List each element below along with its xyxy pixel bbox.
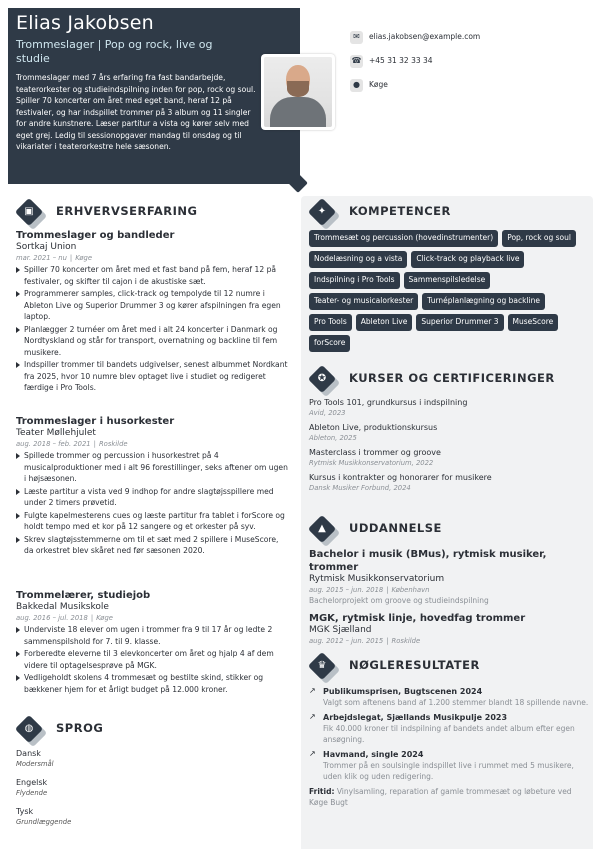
job-bullets [16,450,288,557]
skills-badge [307,197,337,227]
briefcase-icon: ▣ [24,206,34,218]
language-level: Modersmål [16,760,54,768]
briefcase-badge [14,197,44,227]
email-text: elias.jakobsen@example.com [369,31,481,41]
course-list [309,397,589,497]
education-badge [307,514,337,544]
education-desc: Bachelorprojekt om groove og studieindspilning [309,596,489,605]
candidate-name: Elias Jakobsen [16,12,154,34]
education-meta: aug. 2012 – jun. 2015 | Roskilde [309,637,421,645]
job-meta: aug. 2016 – jul. 2018 | Køge [16,614,113,622]
phone-icon: ☎ [350,55,363,68]
job-entry [16,590,288,696]
leisure-label: Fritid: [309,787,335,796]
job-org: Teater Møllehjulet [16,428,96,438]
school-name: Rytmisk Musikkonservatorium [309,574,445,584]
job-entry [16,416,288,558]
section-education [307,514,442,544]
section-experience [14,197,197,227]
language-list [16,748,288,835]
bullet: Planlægger 2 turnéer om året med i alt 24 koncerter i Danmark og Nordtyskland og står for transport, overnatning og backline til fem musikere. [16,324,288,359]
section-achievements [307,651,480,681]
achievement-desc: Trommer på en soulsingle indspillet live i rummet med 5 musikere, uden klik og uden redigering. [323,761,574,781]
contact-email[interactable] [350,30,480,44]
school-name: MGK Sjælland [309,625,372,635]
skill-tag: Indspilning i Pro Tools [309,272,400,289]
achievement-title: Publikumsprisen, Bugtscenen 2024 [323,687,483,696]
skill-tag: Pop, rock og soul [502,230,576,247]
bullet: Vedligeholdt skolens 4 trommesæt og bestilte skind, stikker og bækkener hjem for et årligt budget på 12.000 kroner. [16,672,288,695]
language-name: Tysk [16,807,34,816]
candidate-title: Trommeslager | Pop og rock, live og studie [16,38,213,65]
bulb-icon: ✦ [317,206,327,218]
education-list [309,548,593,646]
job-org: Bakkedal Musikskole [16,602,109,612]
achievement-item [309,712,589,745]
skill-tag: MuseScore [508,314,559,331]
bullet: Læste partitur a vista ved 9 indhop for andre slagtøjsspillere med under 2 timers prøvetid. [16,486,288,509]
trend-up-icon: ↗ [309,712,316,721]
job-meta: mar. 2021 – nu | Køge [16,254,93,262]
skill-tag: Click-track og playback live [411,251,524,268]
skill-tag: Ableton Live [356,314,413,331]
section-title: ERHVERVSERFARING [56,204,198,219]
language-name: Dansk [16,749,41,758]
bullet: Skrev slagtøjsstemmerne om til et sæt med 2 spillere i MuseScore, da orkestret blev skåret ned før sæsonen 2020. [16,534,288,557]
job-title: Trommeslager i husorkester [16,416,175,427]
trend-up-icon: ↗ [309,686,316,695]
course-title: Kursus i kontrakter og honorarer for musikere [309,473,492,482]
trend-up-icon: ↗ [309,749,316,758]
course-provider: Dansk Musiker Forbund, 2024 [309,484,411,492]
profile-summary: Trommeslager med 7 års erfaring fra fast bandarbejde, teaterorkester og studieindspilning inden for pop, rock og soul. Spiller 70 koncerter om året med eget band, heraf 12 på festivaler, og har indspillet trommer på 3 album og 11 singler for andre kunstnere. Læser partitur a vista og kører selv med eget grej. Ledig til sessionopgaver mandag til onsdag og til vikariater i teaterorkestre hele sæsonen. [16,73,256,151]
section-skills [307,197,451,227]
skill-tag: Teater- og musicalorkester [309,293,418,310]
bullet: Spillede trommer og percussion i husorkestret på 4 musicalproduktioner med i alt 96 forestillinger, seks aftener om ugen i højsæsonen. [16,450,288,485]
section-courses [307,364,555,394]
language-name: Engelsk [16,778,48,787]
job-bullets [16,264,288,394]
skill-tag: Sammenspilsledelse [404,272,491,289]
skill-tag: Turnéplanlægning og backline [422,293,545,310]
header-panel [8,8,300,184]
job-entry [16,230,288,395]
section-title: KURSER OG CERTIFICERINGER [349,371,555,386]
section-title: KOMPETENCER [349,204,451,219]
language-level: Flydende [16,789,48,797]
achievement-desc: Fik 40.000 kroner til indspilning af bandets andet album efter egen ansøgning. [323,724,575,744]
course-provider: Ableton, 2025 [309,434,357,442]
bullet: Programmerer samples, click-track og tempolyde til 12 numre i Ableton Live og Superior Drummer 3 og kører afspilningen fra egen laptop. [16,288,288,323]
achievement-title: Havmand, single 2024 [323,750,424,759]
phone-text: +45 31 32 33 34 [369,55,433,65]
course-title: Ableton Live, produktionskursus [309,423,438,432]
bullet: Fulgte kapelmesterens cues og læste partitur fra tablet i forScore og holdt tempo med et kor på 12 sangere og et orkester på syv. [16,510,288,533]
globe-badge [14,714,44,744]
course-title: Masterclass i trommer og groove [309,448,441,457]
skill-tag: Superior Drummer 3 [416,314,503,331]
certificate-icon: ✪ [317,373,327,385]
trophy-icon: ♛ [317,660,327,672]
achievement-title: Arbejdslegat, Sjællands Musikpulje 2023 [323,713,508,722]
degree-title: MGK, rytmisk linje, hovedfag trommer [309,613,526,624]
section-languages [14,714,103,744]
job-title: Trommeslager og bandleder [16,230,175,241]
achievement-list [309,686,589,808]
education-meta: aug. 2015 – jun. 2018 | København [309,586,430,594]
section-title: SPROG [56,721,104,736]
bullet: Forberedte eleverne til 3 elevkoncerter om året og hjalp 4 af dem videre til optagelsesprøve på MGK. [16,648,288,671]
globe-icon: ◍ [24,723,34,735]
bullet: Spiller 70 koncerter om året med et fast band på fem, heraf 12 på festivaler, og skifter til cajon i de akustiske sæt. [16,264,288,287]
skill-tags [309,230,589,356]
job-meta: aug. 2018 – feb. 2021 | Roskilde [16,440,128,448]
section-title: UDDANNELSE [349,521,442,536]
location-text: Køge [369,79,388,89]
job-org: Sortkaj Union [16,242,77,252]
course-title: Pro Tools 101, grundkursus i indspilning [309,398,468,407]
leisure-value: Vinylsamling, reparation af gamle trommesæt og løbeture ved Køge Bugt [309,787,572,807]
degree-title: Bachelor i musik (BMus), rytmisk musiker, trommer [309,549,547,573]
contact-phone[interactable] [350,54,480,68]
envelope-icon: ✉ [350,31,363,44]
bullet: Underviste 18 elever om ugen i trommer fra 9 til 17 år og ledte 2 sammenspilshold for 7. til 9. klasse. [16,624,288,647]
achievement-desc: Valgt som aftenens band af 1.200 stemmer blandt 18 spillende navne. [323,698,589,707]
achievement-item [309,749,589,782]
course-provider: Rytmisk Musikkonservatorium, 2022 [309,459,434,467]
skill-tag: Pro Tools [309,314,352,331]
contact-list [350,30,480,102]
courses-badge [307,364,337,394]
job-bullets [16,624,288,695]
bullet: Indspiller trommer til bandets udgivelser, senest albummet Nordkant fra 2025, hvor 10 numre blev optaget live i studiet og redigeret færdige i Pro Tools. [16,359,288,394]
skill-tag: forScore [309,335,350,352]
section-title: NØGLERESULTATER [349,658,480,673]
contact-location [350,78,480,92]
skill-tag: Trommesæt og percussion (hovedinstrumenter) [309,230,498,247]
leisure-text [309,786,589,808]
language-level: Grundlæggende [16,818,72,826]
job-title: Trommelærer, studiejob [16,590,151,601]
profile-photo [261,54,335,130]
graduation-cap-icon: ▲ [318,523,326,535]
trophy-badge [307,651,337,681]
achievement-item [309,686,589,708]
skill-tag: Nodelæsning og a vista [309,251,407,268]
course-provider: Avid, 2023 [309,409,346,417]
pin-icon: ● [350,79,363,92]
